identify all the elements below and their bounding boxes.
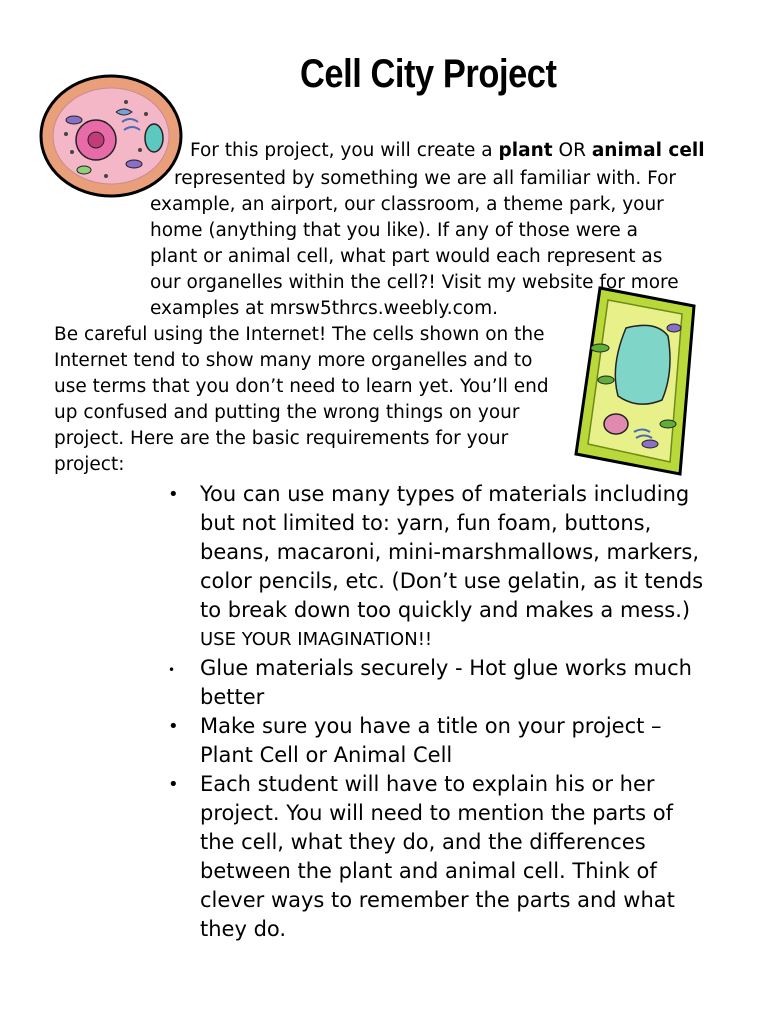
animal-cell-emphasis: animal cell bbox=[591, 140, 705, 161]
list-item-text: to break down too quickly and makes a mess.) bbox=[200, 598, 691, 622]
list-item-text: but not limited to: yarn, fun foam, buttons, bbox=[200, 511, 652, 535]
list-item bbox=[168, 770, 738, 944]
list-item-text: the cell, what they do, and the differences bbox=[200, 830, 646, 854]
list-item-text: project. You will need to mention the parts of bbox=[200, 801, 674, 825]
list-item bbox=[168, 712, 738, 770]
list-item-text: Glue materials securely - Hot glue works much bbox=[200, 656, 692, 680]
list-item-text: beans, macaroni, mini-marshmallows, markers, bbox=[200, 540, 700, 564]
list-item-text: they do. bbox=[200, 917, 287, 941]
intro-line: examples at mrsw5thrcs.weebly.com. bbox=[150, 298, 499, 319]
plant-emphasis: plant bbox=[498, 140, 553, 161]
list-item-text: color pencils, etc. (Don’t use gelatin, as it tends bbox=[200, 569, 704, 593]
list-item-text: Make sure you have a title on your project – bbox=[200, 714, 662, 738]
bullet-icon: • bbox=[168, 774, 179, 795]
bullet-icon: • bbox=[168, 663, 176, 677]
page-title: Cell City Project bbox=[300, 52, 557, 96]
intro-line: plant or animal cell, what part would each represent as bbox=[150, 246, 663, 267]
plant-cell-illustration bbox=[570, 284, 700, 480]
list-item bbox=[168, 480, 738, 654]
list-item-text: Plant Cell or Animal Cell bbox=[200, 743, 453, 767]
intro-text: For this project, you will create a bbox=[190, 140, 499, 161]
intro-line: project: bbox=[54, 454, 125, 475]
intro-line: Be careful using the Internet! The cells shown on the bbox=[54, 324, 545, 345]
list-item-text: You can use many types of materials including bbox=[200, 482, 690, 506]
intro-line: example, an airport, our classroom, a theme park, your bbox=[150, 194, 664, 215]
requirements-list bbox=[168, 480, 738, 944]
intro-line: use terms that you don’t need to learn yet. You’ll end bbox=[54, 376, 549, 397]
list-item-text: between the plant and animal cell. Think of bbox=[200, 859, 657, 883]
list-item-text: clever ways to remember the parts and what bbox=[200, 888, 675, 912]
intro-line: home (anything that you like). If any of those were a bbox=[150, 220, 639, 241]
intro-line: represented by something we are all familiar with. For bbox=[174, 168, 677, 189]
intro-line: our organelles within the cell?! Visit my website for more bbox=[150, 272, 679, 293]
intro-line: Internet tend to show many more organelles and to bbox=[54, 350, 533, 371]
intro-line: up confused and putting the wrong things on your bbox=[54, 402, 520, 423]
animal-cell-illustration bbox=[36, 72, 186, 202]
intro-line: project. Here are the basic requirements for your bbox=[54, 428, 509, 449]
intro-text: OR bbox=[552, 140, 592, 161]
bullet-icon: • bbox=[168, 484, 179, 505]
intro-line bbox=[190, 138, 705, 164]
imagination-text: USE YOUR IMAGINATION!! bbox=[200, 629, 433, 650]
list-item-text: Each student will have to explain his or her bbox=[200, 772, 655, 796]
list-item bbox=[168, 654, 738, 712]
bullet-icon: • bbox=[168, 716, 179, 737]
list-item-text: better bbox=[200, 685, 265, 709]
